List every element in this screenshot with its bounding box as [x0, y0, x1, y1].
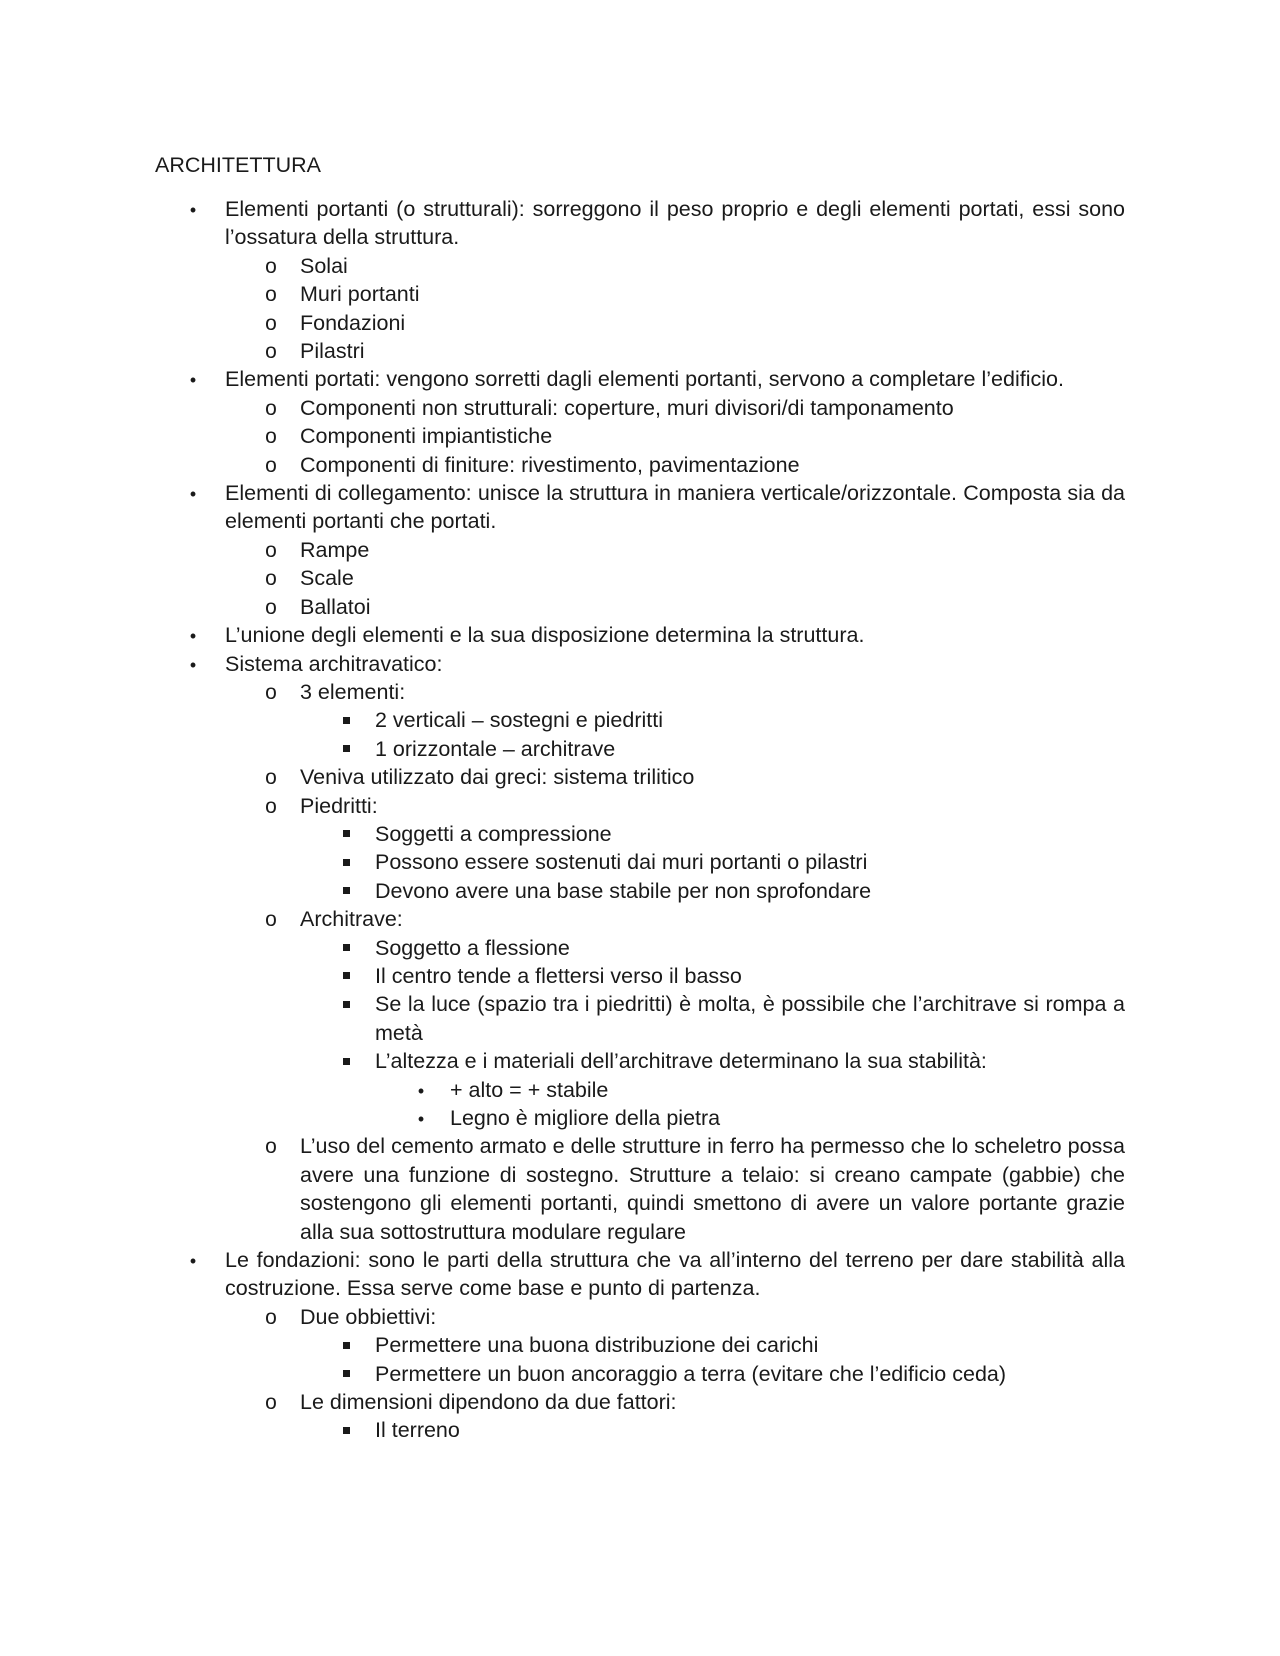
bullet-square-icon [331, 1416, 361, 1444]
list-item-level-2 [0, 536, 1280, 564]
list-item-level-2 [0, 1303, 1280, 1331]
list-item-text: Permettere un buon ancoraggio a terra (evitare che l’edificio ceda) [375, 1361, 1007, 1386]
list-item-text: Fondazioni [300, 310, 406, 335]
list-item-text: L’altezza e i materiali dell’architrave determinano la sua stabilità: [375, 1049, 987, 1074]
bullet-square-icon [331, 735, 361, 763]
list-item-text: Componenti impiantistiche [300, 424, 553, 449]
list-item-text: Devono avere una base stabile per non sprofondare [375, 878, 872, 903]
list-item-text: Scale [300, 566, 354, 591]
list-item-level-3 [0, 962, 1280, 990]
bullet-dot-icon: • [189, 370, 197, 391]
bullet-circle-icon: o [265, 766, 277, 790]
list-item-level-3 [0, 735, 1280, 763]
list-item-text: L’unione degli elementi e la sua disposizione determina la struttura. [225, 623, 865, 648]
bullet-circle-icon: o [265, 283, 277, 307]
list-item-level-3 [0, 820, 1280, 848]
list-item-text: Architrave: [300, 907, 403, 932]
list-item-text: 3 elementi: [300, 679, 406, 704]
list-item-level-3 [0, 1416, 1280, 1444]
bullet-circle-icon: o [265, 1305, 277, 1329]
bullet-circle-icon: o [265, 595, 277, 619]
bullet-circle-icon: o [265, 311, 277, 335]
list-item-level-3 [0, 706, 1280, 734]
list-item-text: + alto = + stabile [450, 1077, 609, 1102]
list-item-level-2 [0, 905, 1280, 933]
list-item-level-2 [0, 763, 1280, 791]
list-item-text: Le dimensioni dipendono da due fattori: [300, 1390, 677, 1415]
list-item-level-2 [0, 394, 1280, 422]
bullet-dot-icon: • [189, 1251, 197, 1272]
list-item-text: L’uso del cemento armato e delle strutture in ferro ha permesso che lo scheletro possa avere una funzione di sostegno. Strutture a telaio: si creano campate (gabbie) che sostengono gli elementi portanti, quindi smettono di avere un valore portante grazie alla sua sottostruttura modulare regulare [300, 1134, 1125, 1244]
list-item-level-2 [0, 337, 1280, 365]
bullet-square-icon [331, 877, 361, 905]
bullet-square-icon [331, 820, 361, 848]
list-item-text: Il terreno [375, 1418, 460, 1443]
list-item-level-3 [0, 877, 1280, 905]
bullet-square-icon [331, 1331, 361, 1359]
list-item-level-2 [0, 309, 1280, 337]
list-item-text: Permettere una buona distribuzione dei carichi [375, 1333, 819, 1358]
bullet-circle-icon: o [265, 1391, 277, 1415]
bullet-square-icon [331, 1360, 361, 1388]
list-item-level-2 [0, 678, 1280, 706]
list-item-text: Piedritti: [300, 793, 378, 818]
list-item-level-2 [0, 252, 1280, 280]
list-item-text: Pilastri [300, 339, 365, 364]
list-item-level-2 [0, 564, 1280, 592]
list-item-level-3 [0, 848, 1280, 876]
list-item-text: Soggetti a compressione [375, 821, 612, 846]
bullet-dot-icon: • [189, 654, 197, 675]
bullet-circle-icon: o [265, 908, 277, 932]
list-item-text: Elementi di collegamento: unisce la struttura in maniera verticale/orizzontale. Composta sia da elementi portanti che portati. [225, 481, 1125, 534]
bullet-circle-icon: o [265, 425, 277, 449]
list-item-level-1 [0, 195, 1280, 252]
bullet-dot-icon: • [417, 1109, 425, 1129]
bullet-circle-icon: o [265, 254, 277, 278]
bullet-circle-icon: o [265, 538, 277, 562]
bullet-square-icon [331, 1047, 361, 1075]
list-item-level-1 [0, 650, 1280, 678]
list-item-text: Componenti di finiture: rivestimento, pavimentazione [300, 452, 800, 477]
list-item-level-4 [0, 1104, 1280, 1132]
bullet-square-icon [331, 848, 361, 876]
list-item-level-2 [0, 1132, 1280, 1246]
list-item-level-1 [0, 1246, 1280, 1303]
list-item-text: Il centro tende a flettersi verso il basso [375, 963, 742, 988]
list-item-level-1 [0, 621, 1280, 649]
list-item-text: Ballatoi [300, 594, 371, 619]
list-item-level-2 [0, 1388, 1280, 1416]
list-item-level-2 [0, 451, 1280, 479]
bullet-circle-icon: o [265, 396, 277, 420]
list-item-level-3 [0, 934, 1280, 962]
list-item-text: Solai [300, 253, 348, 278]
list-item-text: Soggetto a flessione [375, 935, 570, 960]
bullet-circle-icon: o [265, 1135, 277, 1159]
bullet-dot-icon: • [189, 200, 197, 220]
list-item-level-3 [0, 1360, 1280, 1388]
bullet-circle-icon: o [265, 453, 277, 477]
list-item-level-2 [0, 593, 1280, 621]
bullet-circle-icon: o [265, 794, 277, 818]
document-title: ARCHITETTURA [155, 153, 322, 177]
list-item-text: 2 verticali – sostegni e piedritti [375, 708, 664, 733]
bullet-square-icon [331, 934, 361, 962]
bullet-circle-icon: o [265, 567, 277, 591]
list-item-text: Componenti non strutturali: coperture, muri divisori/di tamponamento [300, 395, 954, 420]
bullet-square-icon [331, 962, 361, 990]
list-item-text: Due obbiettivi: [300, 1304, 437, 1329]
bullet-circle-icon: o [265, 680, 277, 704]
bullet-square-icon [331, 706, 361, 734]
bullet-dot-icon: • [189, 484, 197, 505]
bullet-dot-icon: • [417, 1080, 425, 1101]
list-item-text: Legno è migliore della pietra [450, 1106, 721, 1130]
list-item-text: Sistema architravatico: [225, 651, 443, 676]
list-item-level-4 [0, 1076, 1280, 1104]
list-item-text: Muri portanti [300, 282, 420, 307]
bullet-circle-icon: o [265, 340, 277, 364]
list-item-level-3 [0, 990, 1280, 1047]
list-item-level-1 [0, 479, 1280, 536]
list-item-text: Elementi portati: vengono sorretti dagli elementi portanti, servono a completare l’edificio. [225, 367, 1064, 392]
list-item-level-2 [0, 422, 1280, 450]
bullet-list [0, 195, 1280, 1445]
list-item-level-3 [0, 1047, 1280, 1075]
list-item-text: Elementi portanti (o strutturali): sorreggono il peso proprio e degli elementi portati, essi sono l’ossatura della struttura. [225, 197, 1125, 250]
list-item-text: Se la luce (spazio tra i piedritti) è molta, è possibile che l’architrave si rompa a metà [375, 992, 1125, 1045]
list-item-text: Veniva utilizzato dai greci: sistema trilitico [300, 765, 695, 790]
list-item-text: Rampe [300, 537, 370, 562]
list-item-level-1 [0, 365, 1280, 393]
bullet-square-icon [331, 990, 361, 1018]
list-item-level-3 [0, 1331, 1280, 1359]
list-item-text: 1 orizzontale – architrave [375, 736, 616, 761]
list-item-level-2 [0, 792, 1280, 820]
list-item-text: Possono essere sostenuti dai muri portanti o pilastri [375, 850, 868, 875]
list-item-text: Le fondazioni: sono le parti della struttura che va all’interno del terreno per dare stabilità alla costruzione. Essa serve come base e punto di partenza. [225, 1248, 1125, 1301]
list-item-level-2 [0, 280, 1280, 308]
bullet-dot-icon: • [189, 626, 197, 647]
